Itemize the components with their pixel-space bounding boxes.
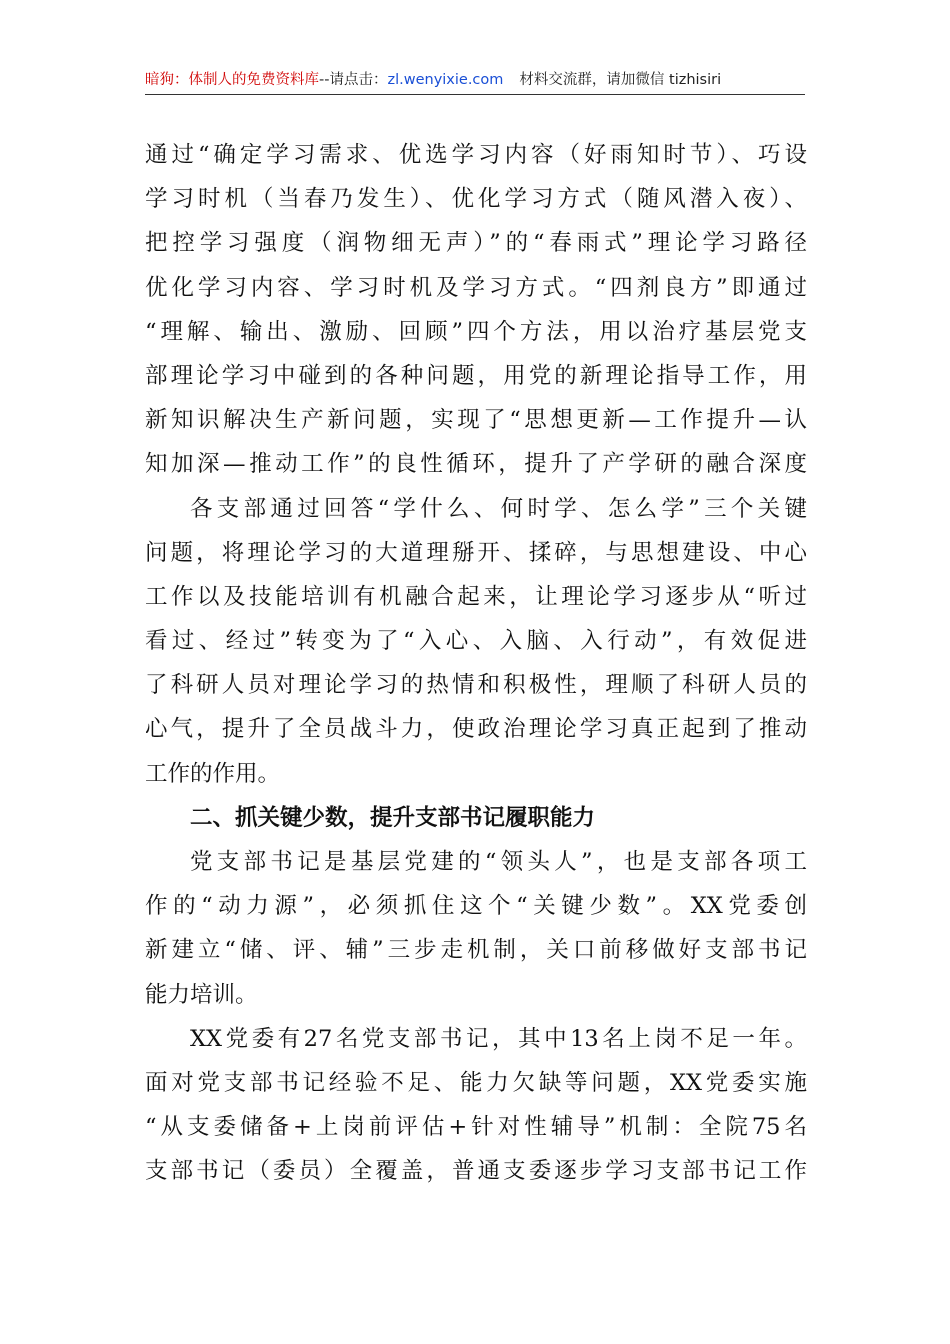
header-contact: 材料交流群，请加微信 tizhisiri <box>519 72 722 88</box>
text-line: 学习时机（当春乃发生）、优化学习方式（随风潜入夜）、 <box>145 186 807 213</box>
text-line: 新建立“储、评、辅”三步走机制，关口前移做好支部书记 <box>145 937 807 964</box>
text-line: 心气，提升了全员战斗力，使政治理论学习真正起到了推动 <box>145 716 807 743</box>
text-line: 面对党支部书记经验不足、能力欠缺等问题，XX党委实施 <box>145 1069 807 1096</box>
text-line: 能力培训。 <box>145 981 258 1008</box>
header-link[interactable]: zl.wenyixie.com <box>387 72 504 88</box>
text-line: 知加深—推动工作”的良性循环，提升了产学研的融合深度 <box>145 451 807 478</box>
text-line: 作的“动力源”，必须抓住这个“关键少数”。XX党委创 <box>145 893 807 920</box>
text-line: “理解、输出、激励、回顾”四个方法，用以治疗基层党支 <box>145 318 807 345</box>
document-body <box>145 133 807 1194</box>
text-line: 优化学习内容、学习时机及学习方式。“四剂良方”即通过 <box>145 274 807 301</box>
text-line: “从支委储备+上岗前评估+针对性辅导”机制：全院75名 <box>145 1114 807 1141</box>
header-link-prefix: --请点击： <box>319 72 388 88</box>
text-line: 支部书记（委员）全覆盖，普通支委逐步学习支部书记工作 <box>145 1158 807 1185</box>
text-line: 党支部书记是基层党建的“领头人”，也是支部各项工 <box>190 849 807 875</box>
text-line: 部理论学习中碰到的各种问题，用党的新理论指导工作，用 <box>145 362 807 389</box>
text-line: 各支部通过回答“学什么、何时学、怎么学”三个关键 <box>190 495 807 522</box>
text-line: 工作以及技能培训有机融合起来，让理论学习逐步从“听过 <box>145 583 807 610</box>
text-line: XX党委有27名党支部书记，其中13名上岗不足一年。 <box>190 1025 807 1052</box>
page-header <box>145 66 805 95</box>
text-line: 看过、经过”转变为了“入心、入脑、入行动”，有效促进 <box>145 628 807 655</box>
text-line: 问题，将理论学习的大道理掰开、揉碎，与思想建设、中心 <box>145 539 807 566</box>
text-line: 通过“确定学习需求、优选学习内容（好雨知时节）、巧设 <box>145 142 807 168</box>
text-line: 工作的作用。 <box>145 760 281 787</box>
text-line: 了科研人员对理论学习的热情和积极性，理顺了科研人员的 <box>145 672 807 699</box>
header-brand: 暗狗：体制人的免费资料库 <box>145 72 319 88</box>
text-line: 新知识解决生产新问题，实现了“思想更新—工作提升—认 <box>145 407 807 434</box>
text-line: 把控学习强度（润物细无声）”的“春雨式”理论学习路径 <box>145 230 807 257</box>
section-heading: 二、抓关键少数，提升支部书记履职能力 <box>190 804 596 831</box>
